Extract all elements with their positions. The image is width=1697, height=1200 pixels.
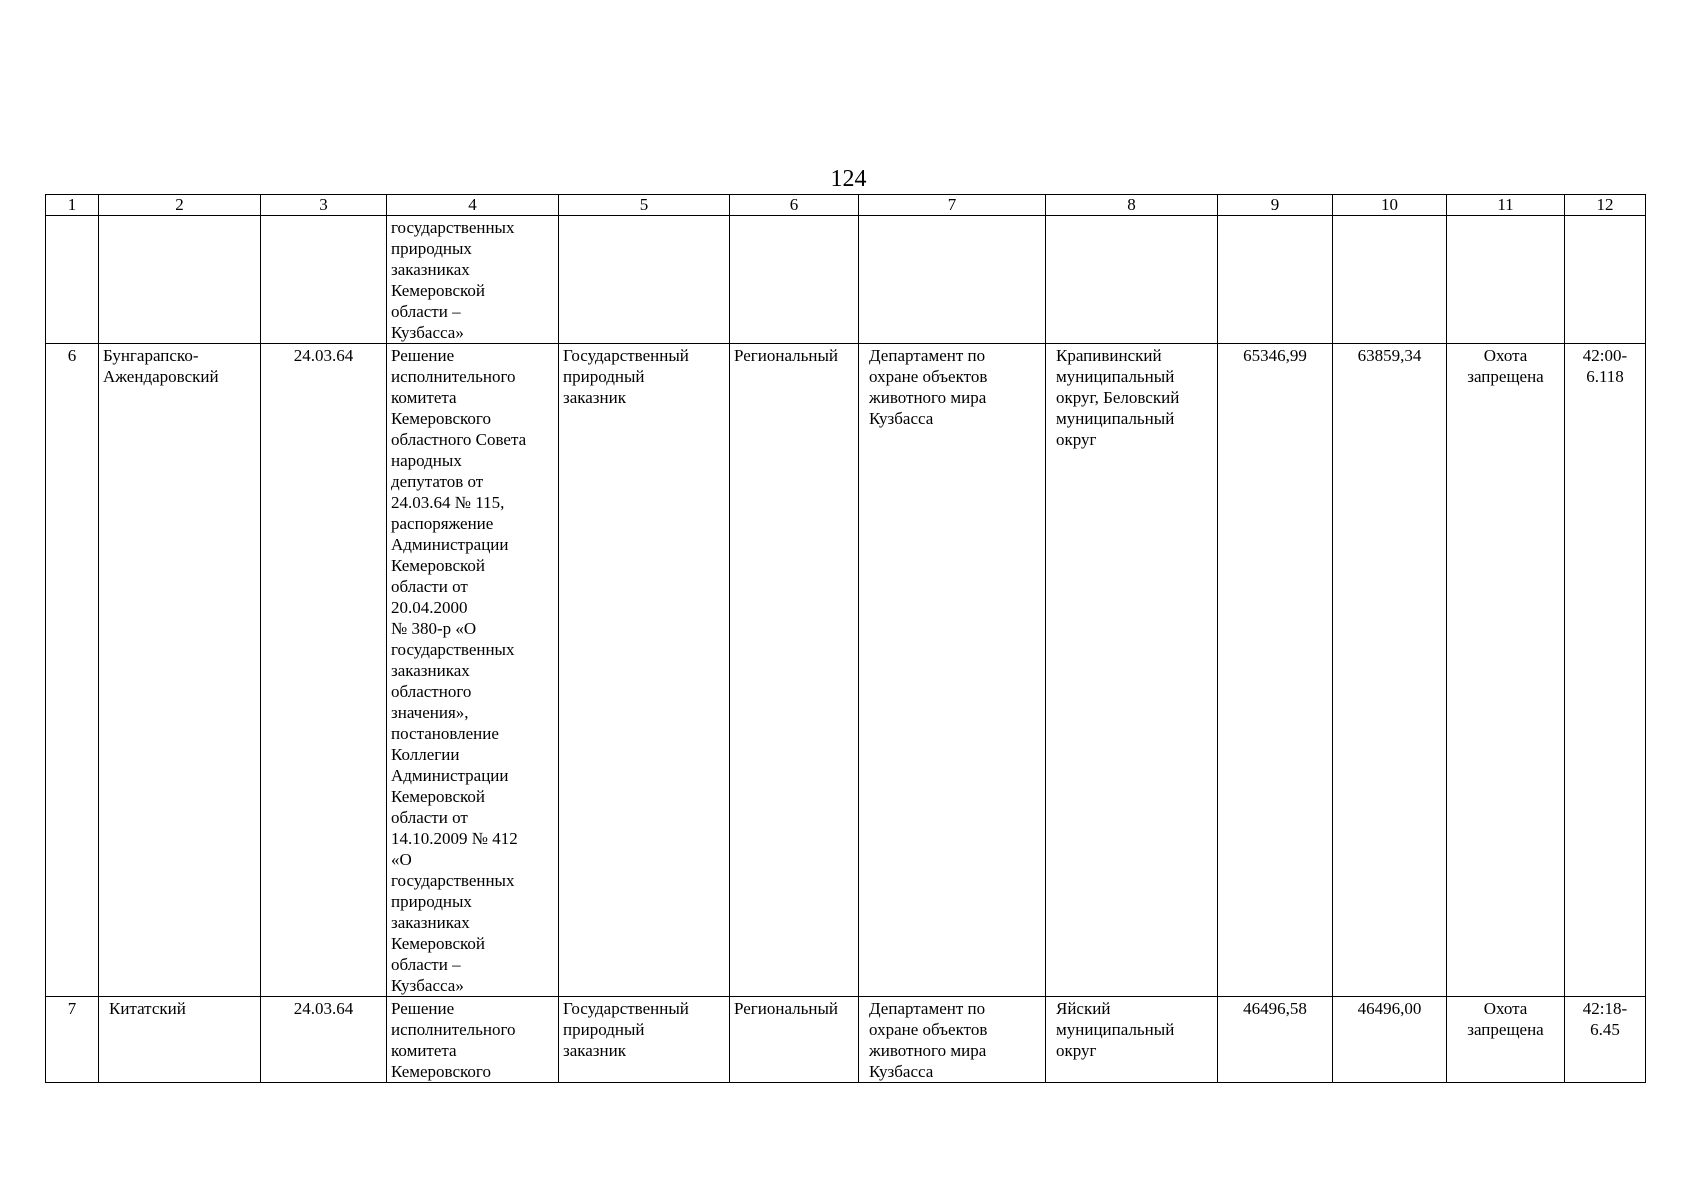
column-number: 11 (1447, 195, 1565, 216)
column-number-row (46, 195, 1646, 216)
cell-authority: Департамент по охране объектов животного мира Кузбасса (859, 997, 1046, 1083)
cell-name: Бунгарапско- Ажендаровский (99, 344, 261, 997)
cell-num: 7 (46, 997, 99, 1083)
table-row (46, 216, 1646, 344)
cell-date (261, 216, 387, 344)
column-number: 4 (387, 195, 559, 216)
column-number: 12 (1565, 195, 1646, 216)
cell-location: Крапивинский муниципальный округ, Беловский муниципальный округ (1046, 344, 1218, 997)
cell-num (46, 216, 99, 344)
cell-authority: Департамент по охране объектов животного мира Кузбасса (859, 344, 1046, 997)
cell-date: 24.03.64 (261, 344, 387, 997)
column-number: 9 (1218, 195, 1333, 216)
cell-code (1565, 216, 1646, 344)
cell-regime: Охота запрещена (1447, 344, 1565, 997)
cell-num: 6 (46, 344, 99, 997)
column-number: 7 (859, 195, 1046, 216)
cell-area-other: 46496,00 (1333, 997, 1447, 1083)
column-number: 8 (1046, 195, 1218, 216)
register-table (45, 194, 1646, 1083)
cell-area-total (1218, 216, 1333, 344)
cell-date: 24.03.64 (261, 997, 387, 1083)
column-number: 5 (559, 195, 730, 216)
table-row (46, 344, 1646, 997)
cell-significance: Региональный (730, 997, 859, 1083)
cell-area-total: 46496,58 (1218, 997, 1333, 1083)
cell-location: Яйский муниципальный округ (1046, 997, 1218, 1083)
cell-name: Китатский (99, 997, 261, 1083)
cell-document: Решение исполнительного комитета Кемеровского (387, 997, 559, 1083)
column-number: 3 (261, 195, 387, 216)
cell-authority (859, 216, 1046, 344)
cell-document: Решение исполнительного комитета Кемеровского областного Совета народных депутатов от 24.03.64 № 115, распоряжение Администрации Кемеровской области от 20.04.2000 № 380-р «О государственных заказниках областного значения», постановление Коллегии Администрации Кемеровской области от 14.10.2009 № 412 «О государственных природных заказниках Кемеровской области – Кузбасса» (387, 344, 559, 997)
table-row (46, 997, 1646, 1083)
cell-code: 42:18- 6.45 (1565, 997, 1646, 1083)
column-number: 10 (1333, 195, 1447, 216)
cell-document: государственных природных заказниках Кемеровской области – Кузбасса» (387, 216, 559, 344)
cell-regime (1447, 216, 1565, 344)
cell-code: 42:00- 6.118 (1565, 344, 1646, 997)
cell-area-other (1333, 216, 1447, 344)
page-number: 124 (830, 166, 867, 192)
cell-category: Государственный природный заказник (559, 997, 730, 1083)
cell-category (559, 216, 730, 344)
cell-name (99, 216, 261, 344)
cell-location (1046, 216, 1218, 344)
cell-area-other: 63859,34 (1333, 344, 1447, 997)
cell-significance (730, 216, 859, 344)
cell-category: Государственный природный заказник (559, 344, 730, 997)
column-number: 6 (730, 195, 859, 216)
column-number: 2 (99, 195, 261, 216)
cell-significance: Региональный (730, 344, 859, 997)
cell-regime: Охота запрещена (1447, 997, 1565, 1083)
cell-area-total: 65346,99 (1218, 344, 1333, 997)
column-number: 1 (46, 195, 99, 216)
